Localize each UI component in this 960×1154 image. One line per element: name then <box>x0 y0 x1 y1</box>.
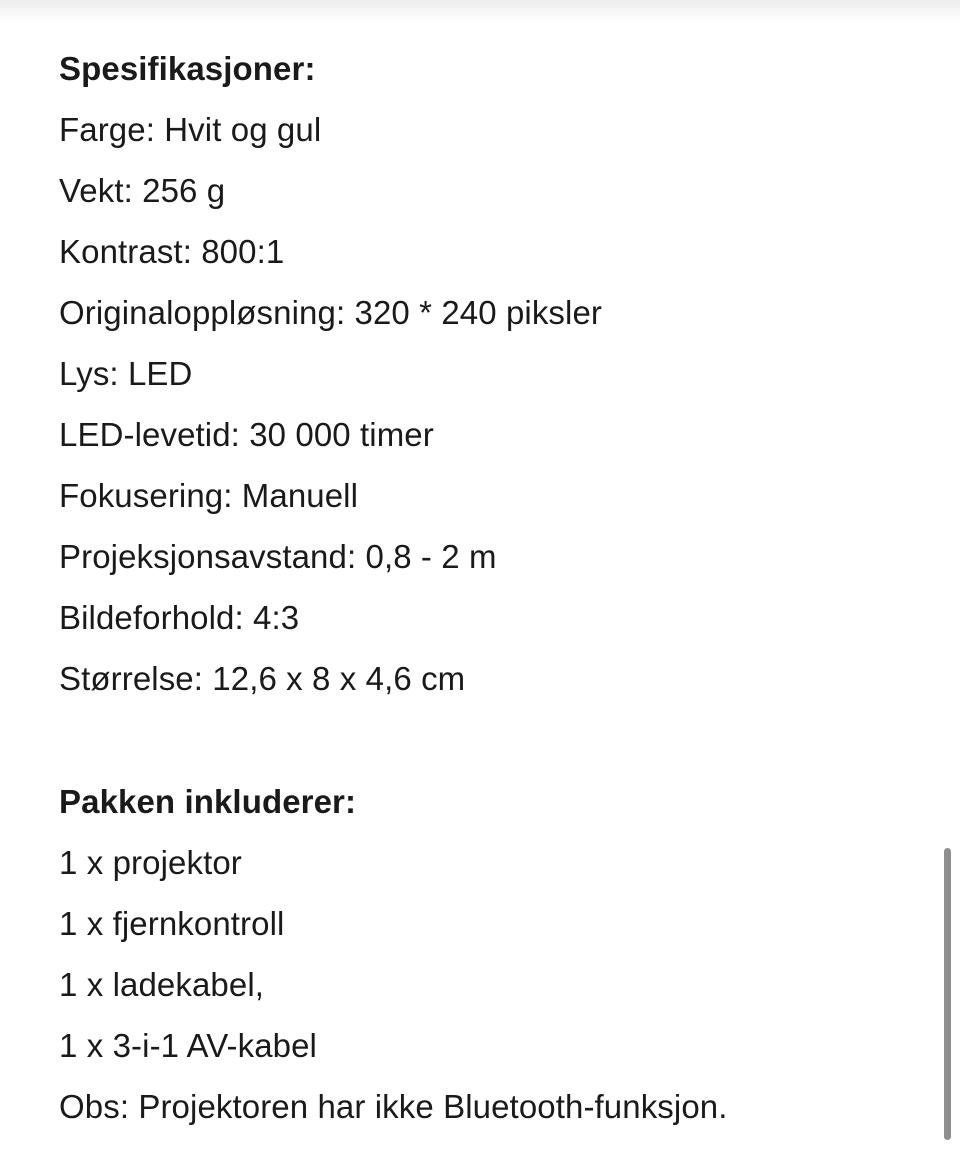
section-spacer <box>59 709 919 771</box>
spec-item-weight: Vekt: 256 g <box>59 172 226 209</box>
spec-item-resolution: Originaloppløsning: 320 * 240 piksler <box>59 294 603 331</box>
package-heading: Pakken inkluderer: <box>59 783 357 820</box>
top-bar-shadow <box>0 0 960 22</box>
spec-item-aspect-ratio: Bildeforhold: 4:3 <box>59 599 300 636</box>
spec-item-led-lifetime: LED-levetid: 30 000 timer <box>59 416 434 453</box>
package-item-remote: 1 x fjernkontroll <box>59 905 285 942</box>
package-item-av-cable: 1 x 3-i-1 AV-kabel <box>59 1027 317 1064</box>
spec-item-light: Lys: LED <box>59 355 193 392</box>
spec-item-contrast: Kontrast: 800:1 <box>59 233 285 270</box>
spec-item-focus: Fokusering: Manuell <box>59 477 359 514</box>
package-item-projector: 1 x projektor <box>59 844 242 881</box>
spec-item-color: Farge: Hvit og gul <box>59 111 322 148</box>
product-description <box>59 38 919 1137</box>
spec-item-size: Størrelse: 12,6 x 8 x 4,6 cm <box>59 660 466 697</box>
scrollbar-thumb[interactable] <box>944 848 951 1140</box>
specifications-heading: Spesifikasjoner: <box>59 50 316 87</box>
package-item-charging-cable: 1 x ladekabel, <box>59 966 265 1003</box>
package-note: Obs: Projektoren har ikke Bluetooth-funksjon. <box>59 1088 728 1125</box>
spec-item-projection-distance: Projeksjonsavstand: 0,8 - 2 m <box>59 538 497 575</box>
